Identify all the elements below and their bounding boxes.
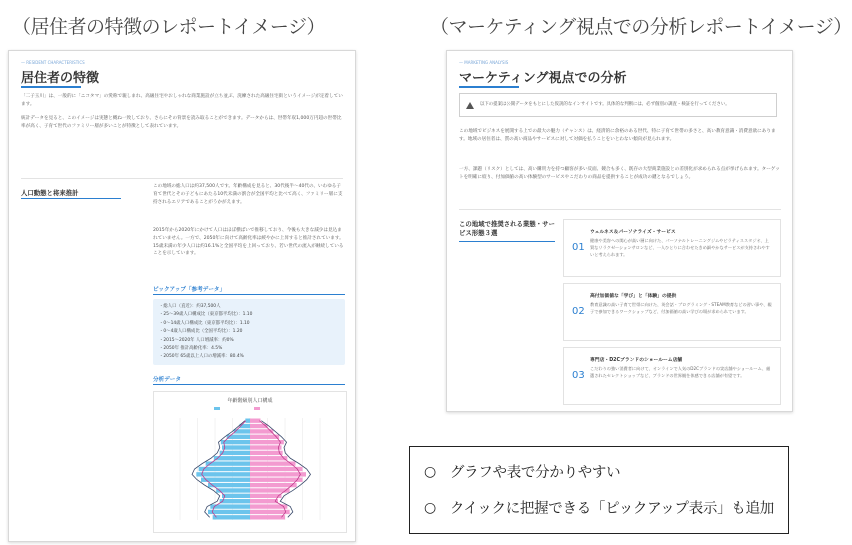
pyramid-bar-right xyxy=(250,478,303,482)
card-title: ウェルネス＆パーソナライズ・サービス xyxy=(590,230,676,235)
pickup-item: ・総人口（直近）：約37,500人 xyxy=(159,304,221,309)
card-title: 高付加価値な「学び」と「体験」の提供 xyxy=(590,294,677,299)
right-report-heading: （マーケティング視点での分析レポートイメージ） xyxy=(430,16,852,38)
pyramid-bar-left xyxy=(222,445,250,449)
pyramid-bar-left xyxy=(199,467,250,471)
data-section-title: 分析データ xyxy=(153,377,181,383)
warning-icon xyxy=(466,102,474,109)
recommendation-card-3 xyxy=(563,347,781,405)
disclaimer-text: 以下の提案は公開データをもとにした仮説的なインサイトです。具体的な判断には、必ず個別の調査・検証を行ってください。 xyxy=(480,102,730,107)
population-paragraph-1: この地域の総人口は約37,500人です。年齢構成を見ると、30代後半〜40代の、いわゆる子育て世代とその子どもにあたる10代未満の割合が全国平均と比べて高く、ファミリー層に支持されるエリアであることがうかがえます。 xyxy=(153,184,343,205)
pyramid-bar-left xyxy=(227,435,250,439)
summary-text: クイックに把握できる「ピックアップ表示」も追加 xyxy=(449,501,774,517)
left-report-heading: （居住者の特徴のレポートイメージ） xyxy=(12,16,325,38)
pickup-item: ・0〜14歳人口構成比（東京都平均比）：1.10 xyxy=(159,320,250,326)
pickup-item: ・2050年 推計高齢化率：4.5% xyxy=(159,346,223,352)
pyramid-bar-right xyxy=(250,499,278,503)
card-number: 03 xyxy=(572,370,585,381)
card-body: こだわりの強い消費者に向けて、オンラインで人気のD2Cブランドの実店舗やショールーム、厳選されたセレクトショップなど、ブランドの世界観を体感できる店舗が有望です。 xyxy=(590,366,771,378)
title-underline xyxy=(21,86,81,88)
pyramid-bar-right xyxy=(250,424,268,428)
breadcrumb: — MARKETING ANALYSIS xyxy=(459,60,509,65)
intro-paragraph-2: 統計データを見ると、このイメージは実態と概ね一致しており、さらにその背景を読み取ることができます。データからは、世帯年収1,000万円超の世帯比率が高く、子育て世代のファミリー層が多いことが特徴として表れています。 xyxy=(21,116,342,129)
recommendation-card-1 xyxy=(563,219,781,277)
section-underline xyxy=(21,198,121,199)
card-number: 01 xyxy=(572,242,585,253)
circle-marker-icon: ○ xyxy=(424,499,436,516)
section-underline xyxy=(459,241,555,242)
pyramid-bar-left xyxy=(213,515,250,519)
marketing-report-page xyxy=(446,50,793,412)
pyramid-bar-right xyxy=(250,472,306,476)
pyramid-bar-left xyxy=(208,510,250,514)
chart-legend xyxy=(214,407,260,410)
pyramid-bar-right xyxy=(250,515,285,519)
pyramid-bar-left xyxy=(234,429,250,433)
disclaimer-box xyxy=(459,93,777,117)
population-pyramid-chart xyxy=(153,391,347,533)
pickup-title: ピックアップ「参考データ」 xyxy=(153,287,226,293)
section-divider xyxy=(459,209,781,210)
population-paragraph-2: 2015年から2020年にかけて人口はほぼ横ばいで推移しており、今後も大きな減少は見込まれていません。一方で、2050年に向けて高齢化率は緩やかに上昇すると推計されています。15歳未満の年少人口は約16.1%と全国平均を上回っており、若い世代の流入が継続していることを示しています。 xyxy=(153,228,344,257)
pyramid-bar-right xyxy=(250,451,283,455)
card-body: 健康や美容への関心が高い層に向けた、パーソナルトレーニングジムやピラティススタジオ、上質なリラクゼーションサロンなど、一人ひとりに合わせたきめ細やかなサービスが支持されやすいと考えられます。 xyxy=(590,238,770,257)
pickup-box xyxy=(153,299,345,365)
pyramid-bar-left xyxy=(201,478,250,482)
card-title: 専門店・D2Cブランドのショールーム店舗 xyxy=(590,358,683,363)
resident-report-page xyxy=(8,50,356,542)
data-underline xyxy=(153,384,345,385)
pyramid-bar-left xyxy=(196,472,250,476)
section-divider xyxy=(21,178,343,179)
pickup-item: ・2015〜2020年 人口増減率：約0% xyxy=(159,337,234,343)
summary-item-1 xyxy=(424,461,620,482)
chart-title: 年齢階級別人口構成 xyxy=(227,398,273,404)
pyramid-bar-right xyxy=(250,510,290,514)
pyramid-bar-right xyxy=(250,467,303,471)
recommend-section-title: この地域で推奨される業態・サービス形態３選 xyxy=(459,220,555,237)
pyramid-bar-left xyxy=(220,499,250,503)
card-number: 02 xyxy=(572,306,585,317)
legend-swatch xyxy=(254,407,260,410)
pyramid-bar-right xyxy=(250,456,287,460)
section-title-population: 人口動態と将来推計 xyxy=(21,189,79,197)
pyramid-bar-right xyxy=(250,494,282,498)
pickup-item: ・0〜4歳人口構成比（全国平均比）：1.20 xyxy=(159,329,243,335)
summary-text: グラフや表で分かりやすい xyxy=(449,465,621,481)
pickup-item: ・25〜39歳人口構成比（東京都平均比）：1.10 xyxy=(159,312,253,318)
pyramid-svg xyxy=(154,392,346,532)
chart-bars xyxy=(196,419,306,520)
pyramid-bar-left xyxy=(220,451,250,455)
summary-item-2 xyxy=(424,497,774,518)
circle-marker-icon: ○ xyxy=(424,463,436,480)
page-title: 居住者の特徴 xyxy=(21,71,100,86)
pyramid-bar-right xyxy=(250,419,261,423)
marketing-paragraph-1: この地域でビジネスを展開する上での最大の魅力（チャンス）は、経済的に余裕のある世代、特に子育て世帯の多さと、高い教育意識・消費意欲にあります。地域の居住者は、質の高い商品やサービスに対して対価を払うことをいとわない傾向が見られます。 xyxy=(459,129,776,142)
recommendation-card-2 xyxy=(563,283,781,341)
legend-swatch xyxy=(214,407,220,410)
pyramid-bar-right xyxy=(250,445,282,449)
breadcrumb: — RESIDENT CHARACTERISTICS xyxy=(21,60,85,65)
intro-paragraph-1: 「二子玉川」は、一般的に「ニコタマ」の愛称で親しまれ、高級住宅やおしゃれな商業施設が立ち並ぶ、洗練された高級住宅街というイメージが定着しています。 xyxy=(21,94,343,107)
pickup-item: ・2050年 65歳以上人口の増減率：80.4% xyxy=(159,354,244,360)
marketing-paragraph-2: 一方、課題（リスク）としては、高い購買力を持つ顧客が多い反面、競合も多く、既存の大型商業施設との差別化が求められる点が挙げられます。ターゲットを明確に絞り、付加価値の高い体験型のサービスやこだわりの商品を提供することが成功の鍵となるでしょう。 xyxy=(459,167,780,180)
title-underline xyxy=(459,86,519,88)
pyramid-bar-left xyxy=(245,419,250,423)
pyramid-bar-left xyxy=(222,494,250,498)
pickup-underline xyxy=(153,294,345,295)
feature-summary-box xyxy=(409,446,789,534)
page-title: マーケティング視点での分析 xyxy=(459,71,627,86)
card-body: 教育意識の高い子育て世帯に向けた、英会話・プログラミング・STEAM教育などの習い事や、親子で参加できるワークショップなど、付加価値の高い学びの場が求められています。 xyxy=(590,302,772,314)
